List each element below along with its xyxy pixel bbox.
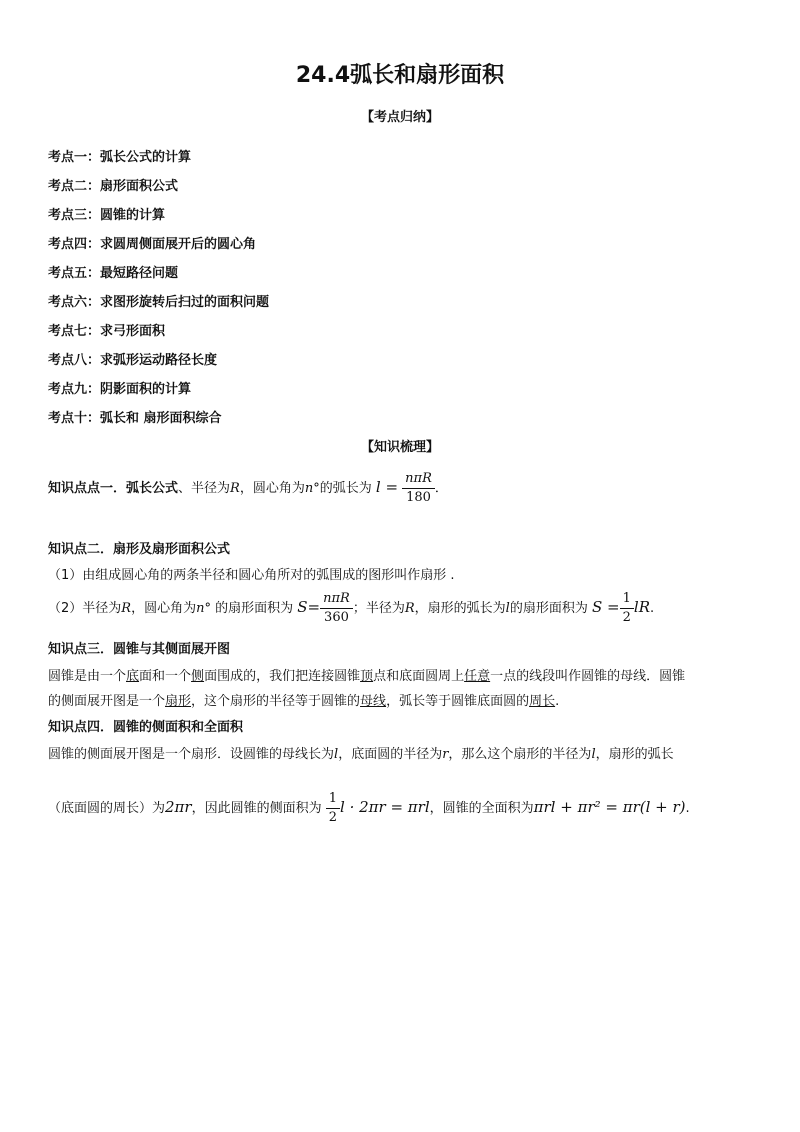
kp4-numerator: 1 [326, 790, 340, 809]
kp3-text: 的侧面展开图是一个 [48, 694, 166, 709]
kp2-line1: （1）由组成圆心角的两条半径和圆心角所对的弧围成的图形叫作扇形 . [48, 568, 455, 583]
kp2-var-l: l [505, 601, 510, 616]
kp3-text: 圆锥是由一个 [48, 669, 127, 684]
kp1-tail: ． [434, 481, 448, 496]
kp1-var-r: R [230, 481, 240, 496]
topic-10: 考点十：弧长和 扇形面积综合 [48, 411, 222, 426]
kp3-text: ，弧长等于圆锥底面圆的 [386, 694, 530, 709]
section-heading-summary: 【考点归纳】 [360, 110, 439, 125]
topic-7: 考点七：求弓形面积 [48, 324, 166, 339]
kp3-text: 面和一个 [139, 669, 192, 684]
kp2-text: ，圆心角为 [131, 601, 197, 616]
kp1-formula-lhs: l = [375, 478, 399, 496]
kp2-text: 的扇形面积为 [509, 601, 588, 616]
topic-5: 考点五：最短路径问题 [48, 266, 179, 281]
kp3-text: . [555, 694, 560, 709]
kp2-numerator1: nπR [320, 590, 353, 609]
topic-2: 考点二：扇形面积公式 [48, 179, 179, 194]
topic-3: 考点三：圆锥的计算 [48, 208, 166, 223]
kp4-var-l: l [591, 747, 596, 762]
kp3-heading: 知识点三．圆锥与其侧面展开图 [48, 642, 231, 657]
kp3-text: 面围成的，我们把连接圆锥 [204, 669, 361, 684]
kp1-denominator: 180 [406, 490, 431, 505]
kp4-heading: 知识点四．圆锥的侧面积和全面积 [48, 720, 244, 735]
kp4-text: ，底面圆的半径为 [338, 747, 443, 762]
kp3-underlined: 顶 [360, 669, 374, 684]
kp2-formula2-rhs: lR [633, 598, 650, 616]
kp2-numerator2: 1 [620, 590, 634, 609]
kp4-formula-total-area: πrl + πr² = πr(l + r) [533, 798, 686, 816]
kp4-formula-lateral-area: l · 2πr = πrl [340, 798, 430, 816]
topic-1: 考点一：弧长公式的计算 [48, 150, 192, 165]
kp3-para-line2 [48, 690, 559, 709]
kp4-var-r: r [442, 747, 449, 762]
kp3-underlined: 母线 [360, 694, 387, 709]
page-title: 24.4弧长和扇形面积 [295, 63, 505, 88]
kp4-para-line2 [48, 790, 690, 827]
kp2-text: （2）半径为 [48, 601, 122, 616]
kp4-para-line1 [48, 743, 674, 762]
kp2-denominator1: 360 [324, 610, 349, 625]
kp3-underlined: 任意 [464, 669, 491, 684]
kp1-label: 知识点点一．弧长公式 [48, 481, 179, 496]
kp2-text: ，扇形的弧长为 [414, 601, 506, 616]
kp2-formula1-lhs: S= [297, 598, 321, 616]
kp2-text: ；半径为 [352, 601, 405, 616]
kp2-fraction1 [320, 590, 353, 627]
kp3-underlined: 扇形 [165, 694, 192, 709]
kp2-end: . [649, 601, 655, 616]
kp4-formula-circumference: 2πr [165, 798, 192, 816]
kp2-var-n: n° [196, 601, 211, 616]
kp4-text: ，扇形的弧长 [595, 747, 674, 762]
kp3-underlined: 周长 [529, 694, 556, 709]
topic-6: 考点六：求图形旋转后扫过的面积问题 [48, 295, 270, 310]
kp3-text: ，这个扇形的半径等于圆锥的 [191, 694, 361, 709]
kp4-end: . [685, 801, 690, 816]
kp2-var-r: R [121, 601, 132, 616]
kp3-text: 点和底面圆周上 [373, 669, 465, 684]
kp3-underlined: 侧 [191, 669, 205, 684]
kp4-text: 圆锥的侧面展开图是一个扇形．设圆锥的母线长为 [48, 747, 335, 762]
kp1-var-n: n° [304, 481, 320, 496]
kp2-denominator2: 2 [622, 610, 631, 625]
kp3-para-line1 [48, 665, 685, 684]
kp2-formula2-lhs: S = [591, 598, 620, 616]
kp1-numerator: nπR [402, 470, 435, 489]
kp2-heading: 知识点二．扇形及扇形面积公式 [48, 542, 231, 557]
kp4-text: ，那么这个扇形的半径为 [448, 747, 592, 762]
kp4-text: ，因此圆锥的侧面积为 [191, 801, 322, 816]
kp4-denominator: 2 [328, 810, 338, 825]
kp1-text: 的弧长为 [319, 481, 372, 496]
kp2-fraction2 [620, 590, 634, 627]
topic-4: 考点四：求圆周侧面展开后的圆心角 [48, 237, 257, 252]
kp3-text: 一点的线段叫作圆锥的母线．圆锥 [490, 669, 686, 684]
kp4-var-l: l [334, 747, 339, 762]
kp1-text: ，圆心角为 [239, 481, 305, 496]
section-heading-knowledge: 【知识梳理】 [360, 440, 439, 455]
kp2-var-r2: R [404, 601, 415, 616]
topic-8: 考点八：求弧形运动路径长度 [48, 353, 218, 368]
kp1-text: 、半径为 [178, 481, 231, 496]
kp1-line [48, 470, 448, 507]
kp4-text: （底面圆的周长）为 [48, 801, 166, 816]
kp3-underlined: 底 [126, 669, 140, 684]
kp4-text: ，圆锥的全面积为 [429, 801, 534, 816]
topic-9: 考点九：阴影面积的计算 [48, 382, 192, 397]
kp4-fraction [326, 790, 340, 827]
kp2-text: 的扇形面积为 [210, 601, 294, 616]
kp1-fraction [402, 470, 435, 507]
kp2-line2 [48, 590, 654, 627]
